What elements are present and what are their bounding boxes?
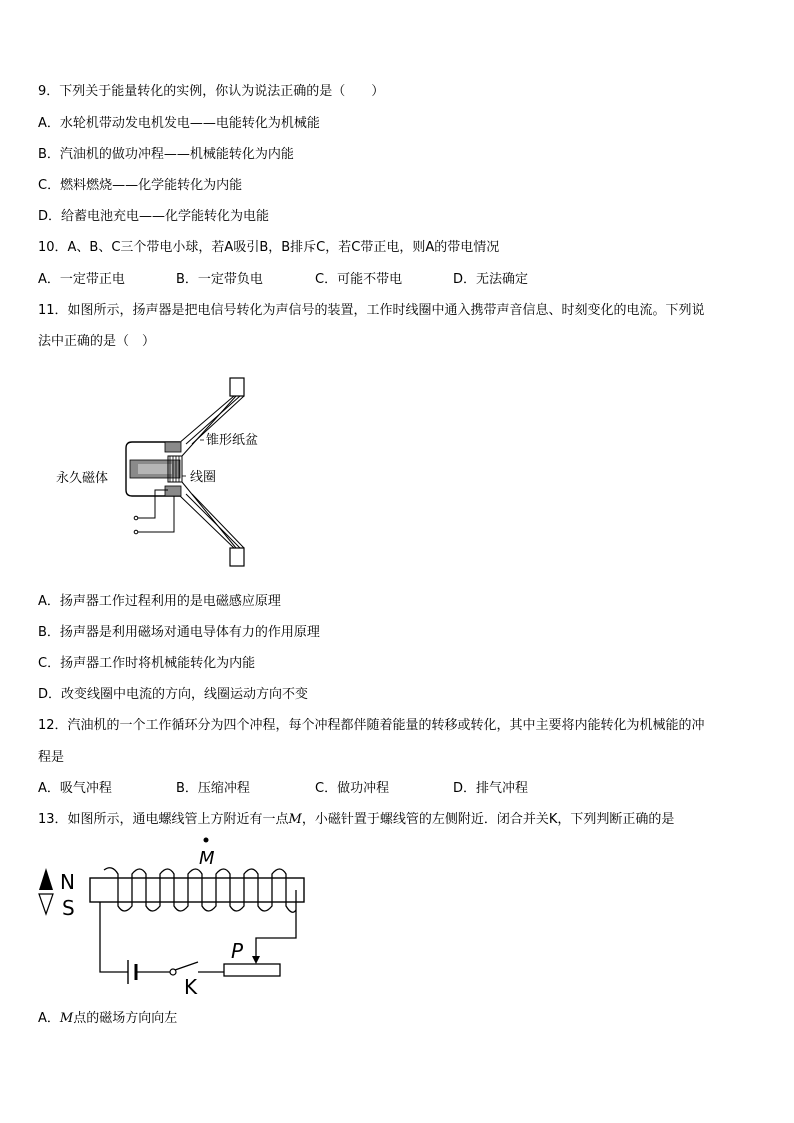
q13-option-a <box>38 1011 177 1027</box>
loudspeaker-diagram <box>50 372 310 572</box>
compass-needle-north-icon <box>39 868 53 890</box>
q12-option-c: C．做功冲程 <box>315 781 390 796</box>
q11-stem-line2: 法中正确的是（ ） <box>38 334 156 349</box>
q12-stem-line1: 12．汽油机的一个工作循环分为四个冲程，每个冲程都伴随着能量的转移或转化，其中主要将内能转化为机械能的冲 <box>38 718 705 733</box>
q9-option-a: A．水轮机带动发电机发电——电能转化为机械能 <box>38 116 320 131</box>
q11-option-a: A．扬声器工作过程利用的是电磁感应原理 <box>38 594 281 609</box>
label-slider: P <box>231 939 244 963</box>
q11-option-c: C．扬声器工作时将机械能转化为内能 <box>38 656 256 671</box>
label-switch: K <box>184 975 198 999</box>
label-point-m: M <box>199 848 215 869</box>
q13-option-a-prefix: A． <box>38 1011 60 1026</box>
label-north: N <box>60 870 75 894</box>
q13-stem <box>38 812 674 828</box>
q12-option-b: B．压缩冲程 <box>176 781 250 796</box>
label-magnet: 永久磁体 <box>56 471 109 486</box>
q12-stem-line2: 程是 <box>38 750 65 765</box>
q10-option-a: A．一定带正电 <box>38 272 125 287</box>
q13-stem-prefix: 13．如图所示，通电螺线管上方附近有一点 <box>38 812 289 827</box>
q11-option-b: B．扬声器是利用磁场对通电导体有力的作用原理 <box>38 625 320 640</box>
q9-stem: 9．下列关于能量转化的实例，你认为说法正确的是（ ） <box>38 84 385 99</box>
q10-option-c: C．可能不带电 <box>315 272 403 287</box>
q10-option-d: D．无法确定 <box>453 272 529 287</box>
q13-stem-suffix: ，小磁针置于螺线管的左侧附近．闭合并关K，下列判断正确的是 <box>301 812 675 827</box>
q13-stem-var: M <box>288 812 302 827</box>
q12-option-a: A．吸气冲程 <box>38 781 112 796</box>
compass-needle-south-icon <box>39 894 53 914</box>
solenoid-circuit-diagram <box>34 834 324 1000</box>
q11-option-d: D．改变线圈中电流的方向，线圈运动方向不变 <box>38 687 309 702</box>
q11-stem-line1: 11．如图所示，扬声器是把电信号转化为声信号的装置，工作时线圈中通入携带声音信息、时刻变化的电流。下列说 <box>38 303 705 318</box>
q10-stem: 10．A、B、C三个带电小球，若A吸引B，B排斥C，若C带正电，则A的带电情况 <box>38 240 500 255</box>
label-cone: 锥形纸盆 <box>206 433 259 448</box>
q13-option-a-var: M <box>59 1011 74 1026</box>
q9-option-c: C．燃料燃烧——化学能转化为内能 <box>38 178 243 193</box>
label-coil: 线圈 <box>190 470 217 485</box>
q9-option-d: D．给蓄电池充电——化学能转化为电能 <box>38 209 270 224</box>
label-south: S <box>62 896 75 920</box>
q9-option-b: B．汽油机的做功冲程——机械能转化为内能 <box>38 147 294 162</box>
q10-option-b: B．一定带负电 <box>176 272 263 287</box>
q12-option-d: D．排气冲程 <box>453 781 529 796</box>
q13-option-a-suffix: 点的磁场方向向左 <box>73 1011 178 1026</box>
point-m <box>204 838 209 843</box>
